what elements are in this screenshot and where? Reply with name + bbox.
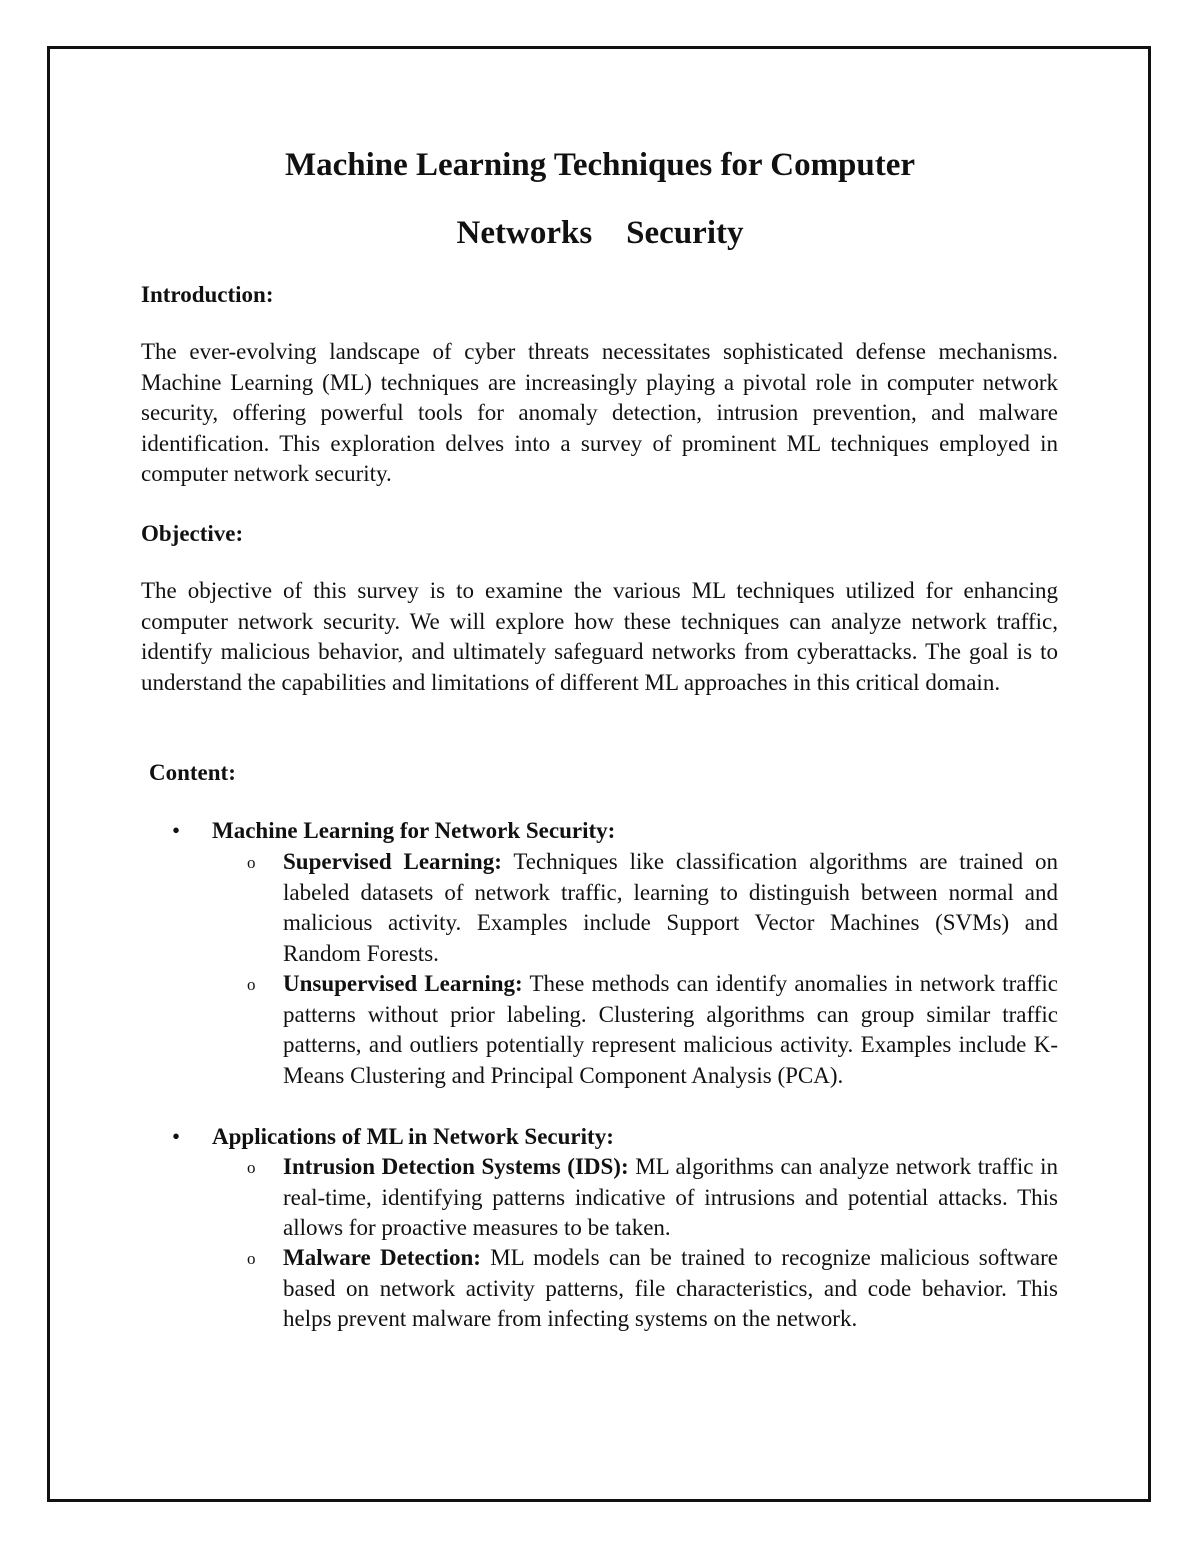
term-label: Unsupervised Learning: (283, 971, 523, 996)
objective-paragraph: The objective of this survey is to examine the various ML techniques utilized for enhancing computer network security. We will explore how these techniques can analyze network traffic, identify malicious behavior, and ultimately safeguard networks from cyberattacks. The goal is to understand the capabilities and limitations of different ML approaches in this critical domain. (141, 578, 1058, 695)
document-title-line1: Machine Learning Techniques for Computer (284, 147, 916, 183)
list-item-intrusion-detection (283, 1152, 1058, 1244)
title-word-security: Security (626, 215, 744, 251)
sub-bullet-icon: o (247, 1249, 256, 1268)
introduction-heading: Introduction: (141, 282, 274, 307)
item-description: These methods can identify anomalies in network traffic patterns without prior labeling. Clustering algorithms can group similar traffic patterns, and outliers potentially represent malicious activity. Examples include K-Means Clustering and Principal Component Analysis (PCA). (283, 971, 1058, 1088)
sub-bullet-icon: o (247, 975, 256, 994)
bullet-icon: • (172, 1124, 181, 1149)
term-label: Malware Detection: (283, 1245, 481, 1270)
item-description: ML algorithms can analyze network traffic in real-time, identifying patterns indicative of intrusions and potential attacks. This allows for proactive measures to be taken. (283, 1154, 1058, 1240)
item-description: ML models can be trained to recognize malicious software based on network activity patterns, file characteristics, and code behavior. This helps prevent malware from infecting systems on the network. (283, 1245, 1058, 1331)
section-title: Applications of ML in Network Security: (212, 1124, 614, 1149)
list-item-malware-detection (283, 1243, 1058, 1335)
sub-bullet-icon: o (247, 1158, 256, 1177)
sub-bullet-icon: o (247, 853, 256, 872)
term-label: Intrusion Detection Systems (IDS): (283, 1154, 629, 1179)
content-heading: Content: (149, 760, 236, 785)
introduction-paragraph: The ever-evolving landscape of cyber threats necessitates sophisticated defense mechanisms. Machine Learning (ML) techniques are increasingly playing a pivotal role in computer network security, offering powerful tools for anomaly detection, intrusion prevention, and malware identification. This exploration delves into a survey of prominent ML techniques employed in computer network security. (141, 339, 1058, 486)
item-description: Techniques like classification algorithms are trained on labeled datasets of network traffic, learning to distinguish between normal and malicious activity. Examples include Support Vector Machines (SVMs) and Random Forests. (283, 849, 1059, 966)
objective-heading: Objective: (141, 521, 244, 546)
list-item-unsupervised-learning (283, 969, 1058, 1091)
title-word-networks: Networks (456, 215, 593, 251)
term-label: Supervised Learning: (283, 849, 502, 874)
list-item-supervised-learning (283, 847, 1058, 969)
section-title: Machine Learning for Network Security: (212, 818, 616, 843)
document-title-line2 (0, 213, 1200, 253)
bullet-icon: • (172, 818, 181, 843)
